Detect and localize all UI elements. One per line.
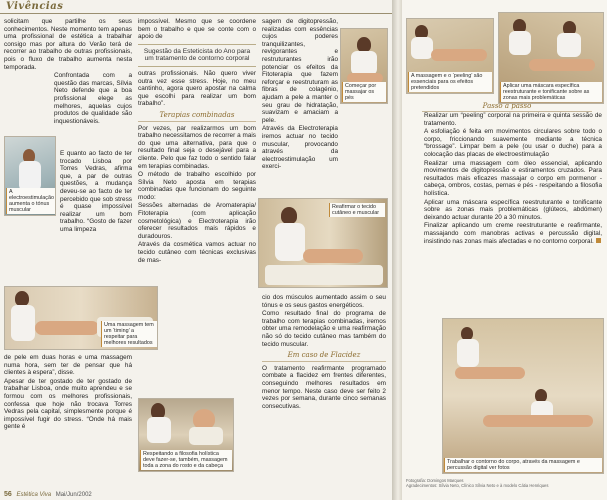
caption-contour: Trabalhar o contorno do corpo, através da massagem e percussão digital ver fotos xyxy=(444,458,602,472)
right-page xyxy=(402,0,607,500)
right-paragraph-5 xyxy=(424,222,602,245)
col1-paragraph-5: Apesar de ter gostado de ter gostado de trabalhar Lisboa, onde muito aprendeu e se formou com os melhores profissionais, confessa que hoje não trocava Torres Vedras pela capital, simplesmente porque é impossível fugir do stress. “Onde há mais gente é xyxy=(4,377,132,431)
caption-electrostimulation: A electroestimulação aumenta o tónus muscular xyxy=(6,188,56,214)
col1-paragraph-2: Confrontada com a questão das marcas, Sílvia Neto defende que a boa profissional elege as melhores, aquelas cujos produtos de qualidade são inquestionáveis. xyxy=(54,72,132,125)
column-1-continued xyxy=(60,150,132,264)
credit-thanks: Agradecimentos: Sílvia Neto, Clínico Sílvia Neto e à modelo Cátia Henriques xyxy=(406,483,549,488)
right-paragraph-4: Aplicar uma máscara específica reestruturante e tonificante sobre as zonas mais problemáticas (glúteos, abdómen) deixando actuar durante 20 a 30 minutos. xyxy=(424,198,602,221)
col2-paragraph-6: Através da cosmética vamos actuar no tecido cutâneo com técnicas exclusivas de mas- xyxy=(138,241,256,264)
col3-paragraph-1: sagem de digitopressão, realizadas com essências cujos poderes tranquilizantes, revigorantes e restruturantes irão potenciar os efeitos da Fitoterapia que fazem reforçar e reestruturam as fibras de colagénio, ajudam a pele a manter o seu grau de hidratação, suavizam e amaciam a pele. xyxy=(262,18,338,124)
col3-paragraph-3: cio dos músculos aumentado assim o seu tónus e os seus gastos energéticos. xyxy=(262,294,386,309)
right-paragraph-2: A esfoliação é feita em movimentos circulares sobre todo o corpo, friccionando suavemente mediante a técnica “brossage”. Limpar bem a pele (ou usar o duche) para a colocação das placas de electroestimulação xyxy=(424,128,602,158)
photo-electrostimulation xyxy=(4,136,56,216)
header-bar xyxy=(0,0,392,14)
credit-photography: Fotografia: Domingos Marques xyxy=(406,478,464,483)
subhead-terapias: Terapias combinadas xyxy=(138,112,256,122)
right-paragraph-5-text: Finalizar aplicando um creme reestruturante e reafirmante, massajando com manobras activas e percussão digital, insistindo nas zonas mais afectadas e no contorno corporal. xyxy=(424,222,602,245)
col3-paragraph-2: Através da Electroterapia iremos actuar no tecido muscular, provocando através da electroestimulação um exerci- xyxy=(262,125,338,171)
col2-paragraph-2: outras profissionais. Não quero viver outra vez esse stress. Hoje, no meu cantinho, agora quero apostar na calma que escolhi para realizar um bom trabalho”. xyxy=(138,69,256,108)
col2-paragraph-4: O método de trabalho escolhido por Sílvia Neto aposta em terapias combinadas que funcionam do seguinte modo: xyxy=(138,171,256,201)
photo-credits xyxy=(406,478,602,488)
photo-head-massage xyxy=(138,398,234,472)
col2-paragraph-5: Sessões alternadas de Aromaterapia/ Fitoterapia (com aplicação cosmetológica) e Electroterapia irão oferecer resultados mais rápidos e duradouros. xyxy=(138,202,256,240)
col3-paragraph-5: O tratamento reafirmante programado combate a flacidez em frentes diferentes, conseguindo melhores resultados em menor tempo. Neste caso deve ser feito 2 vezes por semana, durante cinco semanas consecutivas. xyxy=(262,364,386,410)
col2-paragraph-3: Por vezes, par realizarmos um bom trabalho necessitamos de recorrer a mais do que uma alternativa, para que o resultado final seja o desejável para a cliente. Pelo que faz todo o sentido falar em terapias combinadas. xyxy=(138,124,256,170)
page-footer xyxy=(4,491,92,498)
caption-firming: Reafirmar o tecido cutâneo e muscular xyxy=(329,203,385,217)
page-number: 56 xyxy=(4,491,12,498)
magazine-name: Estética Viva xyxy=(16,492,52,498)
photo-foot-massage xyxy=(340,28,388,104)
caption-holistic: Respeitando a filosofia holística deve fazer-se, também, massagem toda a zona do rosto e da cabeça xyxy=(140,450,232,470)
section-label: Vivências xyxy=(6,1,64,12)
issue-date: Mai/Jun/2002 xyxy=(55,492,92,498)
subhead-passo: Passo a passo xyxy=(422,102,592,112)
caption-feet: Começar por massajar os pés xyxy=(342,82,386,102)
end-mark-icon xyxy=(596,238,601,243)
col1-paragraph-3: E quanto ao facto de ter trocado Lisboa por Torres Vedras, afirma que, a par de outras questões, a mudança deveu-se ao facto de ter percebido que sob stress é quase impossível realizar um bom trabalho. “Gosto de fazer uma limpeza xyxy=(60,150,132,233)
photo-contour xyxy=(442,318,604,474)
photo-massage-wide xyxy=(4,286,158,350)
right-paragraph-3: Realizar uma massagem com óleo essencial, aplicando movimentos de digitopressão e estiramentos cruzados. Para resultados mais eficazes massajar o corpo em pormenor - cabeça, ombros, costas, pernas e pés - respeitando a filosofia holística. xyxy=(424,159,602,197)
col2-paragraph-1: impossível. Mesmo que se coordene bem o trabalho e que se conte com o apoio de xyxy=(138,18,256,41)
caption-peeling: A massagem e o ‘peeling’ são essenciais para os efeitos pretendidos xyxy=(408,72,492,92)
photo-peeling xyxy=(406,18,494,94)
pull-quote: Sugestão da Esteticista do Ano para um tratamento de contorno corporal xyxy=(138,44,256,67)
caption-massage-timing: Uma massagem tem um ‘timing’ a respeitar para melhores resultados xyxy=(101,321,157,347)
gutter xyxy=(392,0,402,500)
caption-mask: Aplicar uma máscara específica reestruturante e tonificante sobre as zonas mais problemáticas xyxy=(500,82,602,102)
column-3-continued xyxy=(262,294,386,470)
subhead-flacidez: Em caso de Flacidez xyxy=(262,352,386,362)
right-column xyxy=(424,112,602,334)
col3-paragraph-4: Como resultado final do programa de trabalho com terapias combinadas, iremos obter uma remodelação e uma reafirmação não só do tecido cutâneo mas também do tecido muscular. xyxy=(262,310,386,348)
col1-paragraph-4: de pele em duas horas e uma massagem numa hora, sem ter de pensar que há clientes à espera”, disse. xyxy=(4,354,132,377)
right-paragraph-1: Realizar um “peeling” corporal na primeira e quinta sessão de tratamento. xyxy=(424,112,602,127)
col1-paragraph-1: solicitam que partilhe os seus conhecimentos. Neste momento tem apenas uma profissional de estética a trabalhar consigo mas por altura do Verão terá de recorrer ao trabalho de outras profissionais, pois o fluxo de trabalho aumenta nesta temporada. xyxy=(4,18,132,71)
photo-body-firming xyxy=(258,198,388,288)
column-1-bottom xyxy=(4,354,132,478)
photo-mask xyxy=(498,12,604,104)
column-2 xyxy=(138,18,256,278)
column-3 xyxy=(262,18,338,182)
